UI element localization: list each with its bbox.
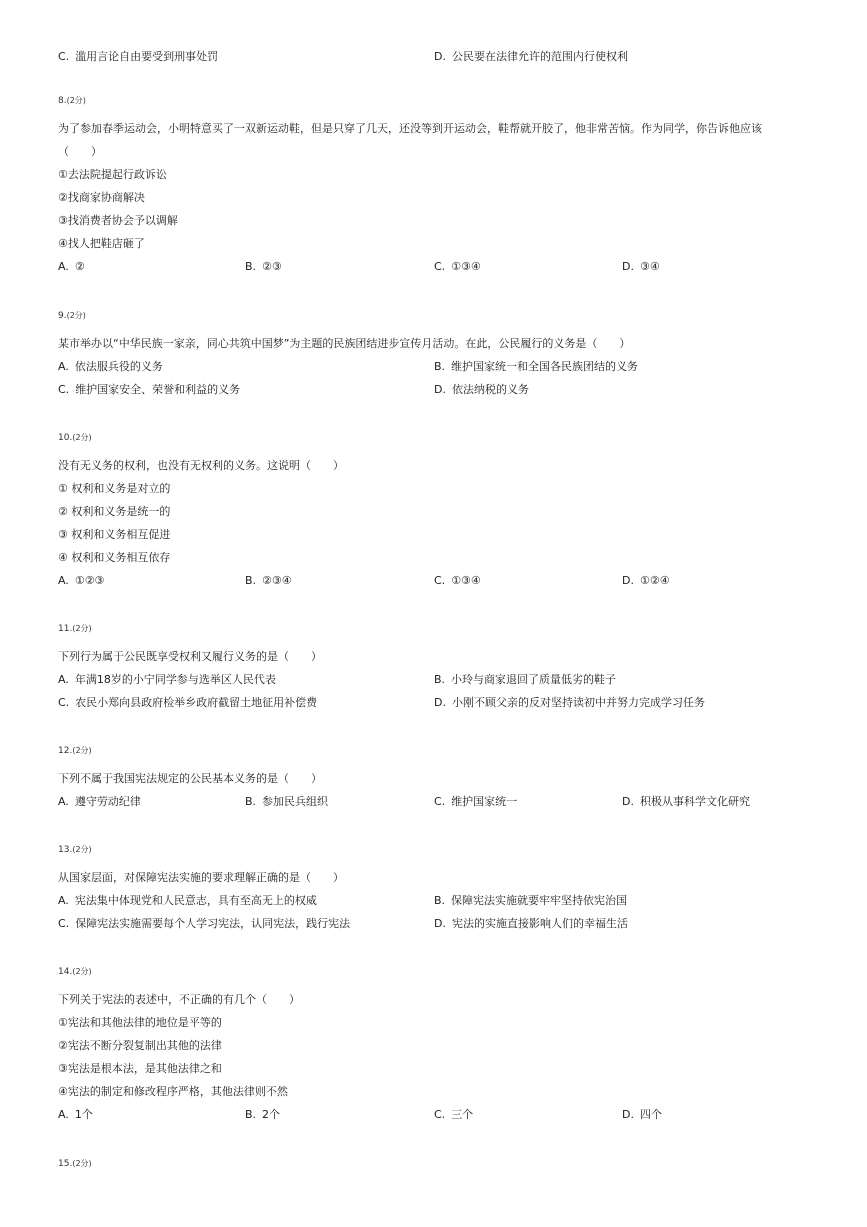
option-letter: C. [58, 917, 70, 930]
option-a[interactable] [58, 569, 104, 592]
list-item: ④ 权利和义务相互依存 [58, 551, 171, 564]
option-letter: C. [58, 383, 70, 396]
option-a[interactable] [58, 668, 276, 691]
qnum-text: 10. [58, 433, 73, 443]
item-list [58, 477, 838, 569]
option-c[interactable] [58, 912, 350, 935]
option-d[interactable] [622, 790, 750, 813]
option-c[interactable] [58, 691, 317, 714]
options-row [58, 378, 838, 401]
option-letter: A. [58, 574, 69, 587]
option-text: ②③ [262, 260, 282, 273]
list-item: ② 权利和义务是统一的 [58, 505, 171, 518]
list-item: ③找消费者协会予以调解 [58, 214, 178, 227]
option-c[interactable] [434, 1103, 473, 1126]
option-text: 依法服兵役的义务 [74, 360, 163, 373]
option-text: 小玲与商家退回了质量低劣的鞋子 [451, 673, 617, 686]
item-list [58, 163, 838, 255]
points-label: (2分) [72, 433, 92, 442]
question-12 [58, 745, 838, 813]
options-row [58, 255, 838, 278]
options-row [58, 355, 838, 378]
option-b[interactable] [434, 668, 616, 691]
option-b[interactable] [245, 790, 328, 813]
question-number [58, 623, 838, 635]
option-text: ②③④ [262, 574, 292, 587]
list-item: ③ 权利和义务相互促进 [58, 528, 171, 541]
options-row [58, 691, 838, 714]
list-item: ① 权利和义务是对立的 [58, 482, 171, 495]
option-text: 保障宪法实施需要每个人学习宪法，认同宪法，践行宪法 [75, 917, 351, 930]
option-letter: A. [58, 673, 69, 686]
option-letter: B. [245, 795, 257, 808]
question-stem: 下列行为属于公民既享受权利又履行义务的是（ ） [58, 650, 322, 663]
option-d[interactable] [622, 569, 670, 592]
question-stem: 没有无义务的权利，也没有无权利的义务。这说明（ ） [58, 459, 344, 472]
option-text: 农民小郑向县政府检举乡政府截留土地征用补偿费 [75, 696, 318, 709]
option-text: ② [74, 260, 85, 273]
option-letter: D. [434, 917, 446, 930]
list-item: ②宪法不断分裂复制出其他的法律 [58, 1039, 222, 1052]
option-c[interactable] [58, 378, 240, 401]
question-number [58, 745, 838, 757]
option-letter: B. [245, 260, 257, 273]
option-text: ①③④ [451, 260, 481, 273]
option-text: 三个 [451, 1108, 474, 1121]
option-b[interactable] [434, 355, 638, 378]
option-letter: A. [58, 1108, 69, 1121]
option-text: 1个 [74, 1108, 93, 1121]
q7-options-row [58, 45, 838, 68]
option-text: 公民要在法律允许的范围内行使权利 [451, 50, 628, 63]
question-stem-blank: （ ） [58, 145, 102, 158]
option-d[interactable] [622, 1103, 662, 1126]
question-13 [58, 844, 838, 935]
option-letter: B. [434, 360, 446, 373]
option-d[interactable] [434, 691, 705, 714]
option-d[interactable] [434, 378, 529, 401]
option-text: 维护国家统一和全国各民族团结的义务 [451, 360, 639, 373]
points-label: (2分) [72, 967, 92, 976]
list-item: ④找人把鞋店砸了 [58, 237, 145, 250]
option-d[interactable] [622, 255, 660, 278]
qnum-text: 14. [58, 967, 73, 977]
option-letter: C. [58, 696, 70, 709]
question-stem: 下列关于宪法的表述中，不正确的有几个（ ） [58, 993, 300, 1006]
options-row [58, 912, 838, 935]
options-row [58, 889, 838, 912]
points-label: (2分) [72, 624, 92, 633]
qnum-text: 11. [58, 624, 73, 634]
question-number [58, 432, 838, 444]
option-a[interactable] [58, 1103, 93, 1126]
option-text: 年满18岁的小宁同学参与选举区人民代表 [74, 673, 276, 686]
option-text: 宪法的实施直接影响人们的幸福生活 [451, 917, 628, 930]
qnum-text: 13. [58, 845, 73, 855]
question-15 [58, 1158, 838, 1170]
points-label: (2分) [72, 746, 92, 755]
qnum-text: 8. [58, 96, 67, 106]
option-letter: A. [58, 360, 69, 373]
option-text: 依法纳税的义务 [451, 383, 529, 396]
option-letter: A. [58, 260, 69, 273]
list-item: ④宪法的制定和修改程序严格，其他法律则不然 [58, 1085, 288, 1098]
option-text: 四个 [639, 1108, 662, 1121]
option-c[interactable] [434, 569, 481, 592]
option-letter: C. [434, 1108, 446, 1121]
question-number [58, 1158, 838, 1170]
question-stem: 某市举办以“中华民族一家亲，同心共筑中国梦”为主题的民族团结进步宣传月活动。在此，公民履行的义务是（ ） [58, 337, 631, 350]
question-stem: 下列不属于我国宪法规定的公民基本义务的是（ ） [58, 772, 322, 785]
option-letter: C. [58, 50, 70, 63]
option-text: 维护国家统一 [451, 795, 518, 808]
option-letter: D. [622, 1108, 634, 1121]
option-b[interactable] [434, 889, 627, 912]
option-letter: B. [245, 1108, 257, 1121]
list-item: ③宪法是根本法，是其他法律之和 [58, 1062, 222, 1075]
question-number [58, 95, 838, 107]
option-letter: D. [434, 696, 446, 709]
item-list [58, 1011, 838, 1103]
option-text: 积极从事科学文化研究 [639, 795, 750, 808]
option-letter: A. [58, 795, 69, 808]
option-c[interactable] [434, 790, 517, 813]
option-letter: D. [434, 383, 446, 396]
question-number [58, 310, 838, 322]
question-stem: 从国家层面，对保障宪法实施的要求理解正确的是（ ） [58, 871, 344, 884]
option-text: 维护国家安全、荣誉和利益的义务 [75, 383, 241, 396]
question-14 [58, 966, 838, 1126]
option-text: 保障宪法实施就要牢牢坚持依宪治国 [451, 894, 628, 907]
option-a[interactable] [58, 255, 85, 278]
question-8 [58, 95, 838, 278]
qnum-text: 12. [58, 746, 73, 756]
points-label: (2分) [66, 96, 86, 105]
option-letter: D. [622, 795, 634, 808]
option-d[interactable] [434, 912, 628, 935]
question-11 [58, 623, 838, 714]
option-b[interactable] [245, 255, 282, 278]
options-row [58, 569, 838, 592]
option-letter: D. [622, 574, 634, 587]
points-label: (2分) [66, 311, 86, 320]
list-item: ①宪法和其他法律的地位是平等的 [58, 1016, 222, 1029]
option-letter: D. [622, 260, 634, 273]
option-text: 小刚不顾父亲的反对坚持读初中并努力完成学习任务 [451, 696, 705, 709]
option-text: ①②③ [74, 574, 105, 587]
qnum-text: 9. [58, 311, 67, 321]
question-stem: 为了参加春季运动会，小明特意买了一双新运动鞋，但是只穿了几天，还没等到开运动会，鞋帮就开胶了，他非常苦恼。作为同学，你告诉他应该 [58, 122, 762, 135]
option-b[interactable] [245, 569, 292, 592]
option-letter: D. [434, 50, 446, 63]
option-b[interactable] [245, 1103, 280, 1126]
question-10 [58, 432, 838, 592]
q7-option-c[interactable] [58, 45, 218, 68]
option-letter: C. [434, 260, 446, 273]
points-label: (2分) [72, 1159, 92, 1168]
option-text: ①②④ [639, 574, 670, 587]
option-text: 滥用言论自由要受到刑事处罚 [75, 50, 219, 63]
question-number [58, 844, 838, 856]
option-a[interactable] [58, 355, 163, 378]
option-text: ①③④ [451, 574, 481, 587]
option-letter: A. [58, 894, 69, 907]
question-9 [58, 310, 838, 401]
option-letter: B. [434, 673, 446, 686]
option-text: 宪法集中体现党和人民意志，具有至高无上的权威 [74, 894, 317, 907]
question-number [58, 966, 838, 978]
option-letter: C. [434, 574, 446, 587]
option-a[interactable] [58, 889, 317, 912]
list-item: ①去法院提起行政诉讼 [58, 168, 167, 181]
qnum-text: 15. [58, 1159, 73, 1169]
option-text: 2个 [262, 1108, 281, 1121]
option-text: 遵守劳动纪律 [74, 795, 141, 808]
q7-option-d[interactable] [434, 45, 628, 68]
options-row [58, 1103, 838, 1126]
option-letter: C. [434, 795, 446, 808]
option-text: 参加民兵组织 [262, 795, 329, 808]
option-c[interactable] [434, 255, 481, 278]
option-a[interactable] [58, 790, 141, 813]
list-item: ②找商家协商解决 [58, 191, 145, 204]
points-label: (2分) [72, 845, 92, 854]
options-row [58, 790, 838, 813]
options-row [58, 668, 838, 691]
option-letter: B. [434, 894, 446, 907]
option-letter: B. [245, 574, 257, 587]
option-text: ③④ [639, 260, 660, 273]
